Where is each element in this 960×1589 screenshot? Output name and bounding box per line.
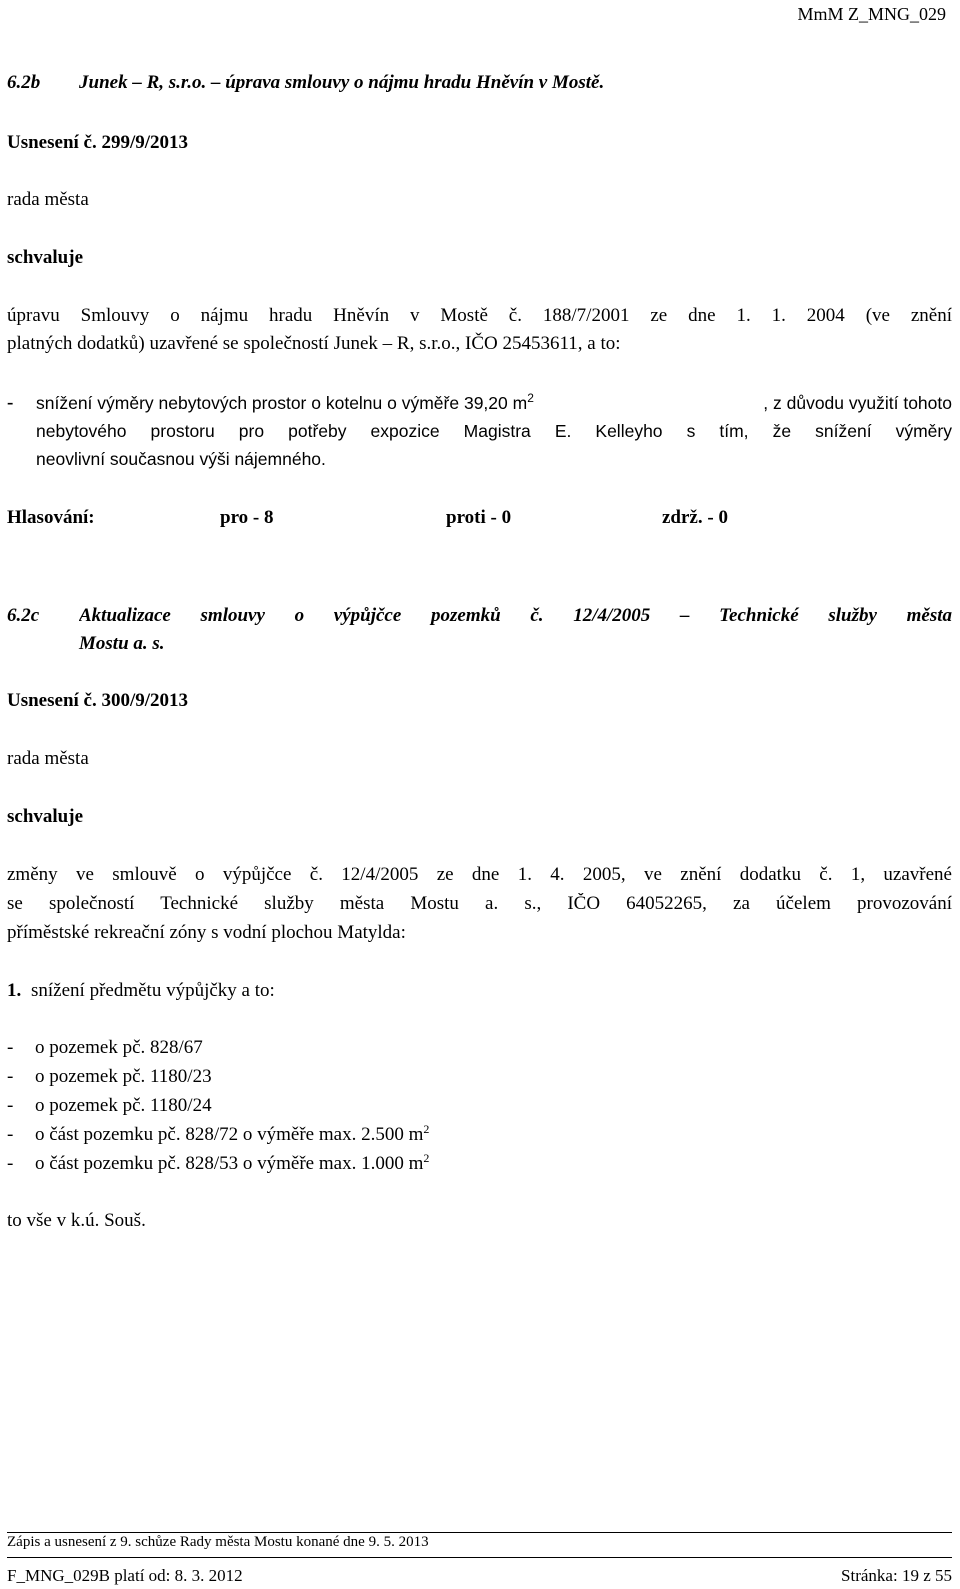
resolution-body: rada města (7, 189, 89, 210)
bullet-text-line: nebytového prostoru pro potřeby expozice Magistra E. Kelleyho s tím, že snížení výměry (36, 421, 952, 441)
point-text: snížení předmětu výpůjčky a to: (31, 980, 275, 1001)
list-dash: - (7, 1124, 14, 1145)
list-item (7, 1037, 203, 1059)
document-code: MmM Z_MNG_029 (797, 4, 946, 24)
point-number: 1. (7, 980, 22, 1001)
footer-divider (7, 1557, 952, 1558)
bullet-text-line (36, 393, 952, 414)
footer-page-number: Stránka: 19 z 55 (841, 1566, 952, 1585)
list-item-text: o pozemek pč. 828/67 (35, 1037, 203, 1058)
section-title-continued: Mostu a. s. (79, 633, 165, 654)
bullet-text-line: neovlivní současnou výši nájemného. (36, 449, 326, 469)
resolution-text-line: změny ve smlouvě o výpůjčce č. 12/4/2005 ze dne 1. 4. 2005, ve znění dodatku č. 1, uzavřené (7, 864, 952, 885)
footer-meeting: Zápis a usnesení z 9. schůze Rady města Mostu konané dne 9. 5. 2013 (7, 1534, 429, 1550)
list-dash: - (7, 1095, 14, 1116)
resolution-text-line: platných dodatků) uzavřené se společností Junek – R, s.r.o., IČO 25453611, a to: (7, 333, 621, 354)
resolution-text-line: se společností Technické služby města Mostu a. s., IČO 64052265, za účelem provozování (7, 893, 952, 914)
list-item-text: o část pozemku pč. 828/72 o výměře max. 2.500 m (35, 1124, 424, 1145)
list-item-text: o pozemek pč. 1180/24 (35, 1095, 212, 1116)
section-title: Junek – R, s.r.o. – úprava smlouvy o nájmu hradu Hněvín v Mostě. (79, 72, 605, 93)
list-dash: - (7, 1153, 14, 1174)
vote-abstain: zdrž. - 0 (662, 507, 728, 528)
bullet-text-part: , z důvodu využití tohoto (763, 393, 952, 413)
section-number: 6.2c (7, 605, 40, 626)
list-item (7, 1153, 429, 1175)
resolution-verb: schvaluje (7, 247, 83, 268)
list-item-sup: 2 (423, 1151, 430, 1165)
footer-divider (7, 1532, 952, 1533)
bullet-dash: - (7, 392, 14, 413)
list-item (7, 1124, 429, 1146)
resolution-number: Usnesení č. 300/9/2013 (7, 690, 189, 711)
vote-proti: proti - 0 (446, 507, 512, 528)
closing-text: to vše v k.ú. Souš. (7, 1210, 146, 1231)
section-title: Aktualizace smlouvy o výpůjčce pozemků č. 12/4/2005 – Technické služby města (79, 605, 952, 626)
bullet-text-part: snížení výměry nebytových prostor o kotelnu o výměře 39,20 $m^2$ (36, 391, 534, 413)
vote-pro: pro - 8 (220, 507, 274, 528)
resolution-verb: schvaluje (7, 806, 83, 827)
list-dash: - (7, 1066, 14, 1087)
resolution-body: rada města (7, 748, 89, 769)
list-item-text: o pozemek pč. 1180/23 (35, 1066, 212, 1087)
list-item-text: o část pozemku pč. 828/53 o výměře max. 1.000 m (35, 1153, 424, 1174)
footer-form-validity: F_MNG_029B platí od: 8. 3. 2012 (7, 1566, 243, 1585)
list-dash: - (7, 1037, 14, 1058)
list-item (7, 1066, 212, 1088)
list-item-sup: 2 (423, 1122, 430, 1136)
resolution-text-line: úpravu Smlouvy o nájmu hradu Hněvín v Mostě č. 188/7/2001 ze dne 1. 1. 2004 (ve znění (7, 305, 952, 326)
section-number: 6.2b (7, 72, 41, 93)
vote-label: Hlasování: (7, 507, 95, 528)
list-item (7, 1095, 212, 1117)
resolution-text-line: příměstské rekreační zóny s vodní plochou Matylda: (7, 922, 406, 943)
resolution-number: Usnesení č. 299/9/2013 (7, 132, 189, 153)
